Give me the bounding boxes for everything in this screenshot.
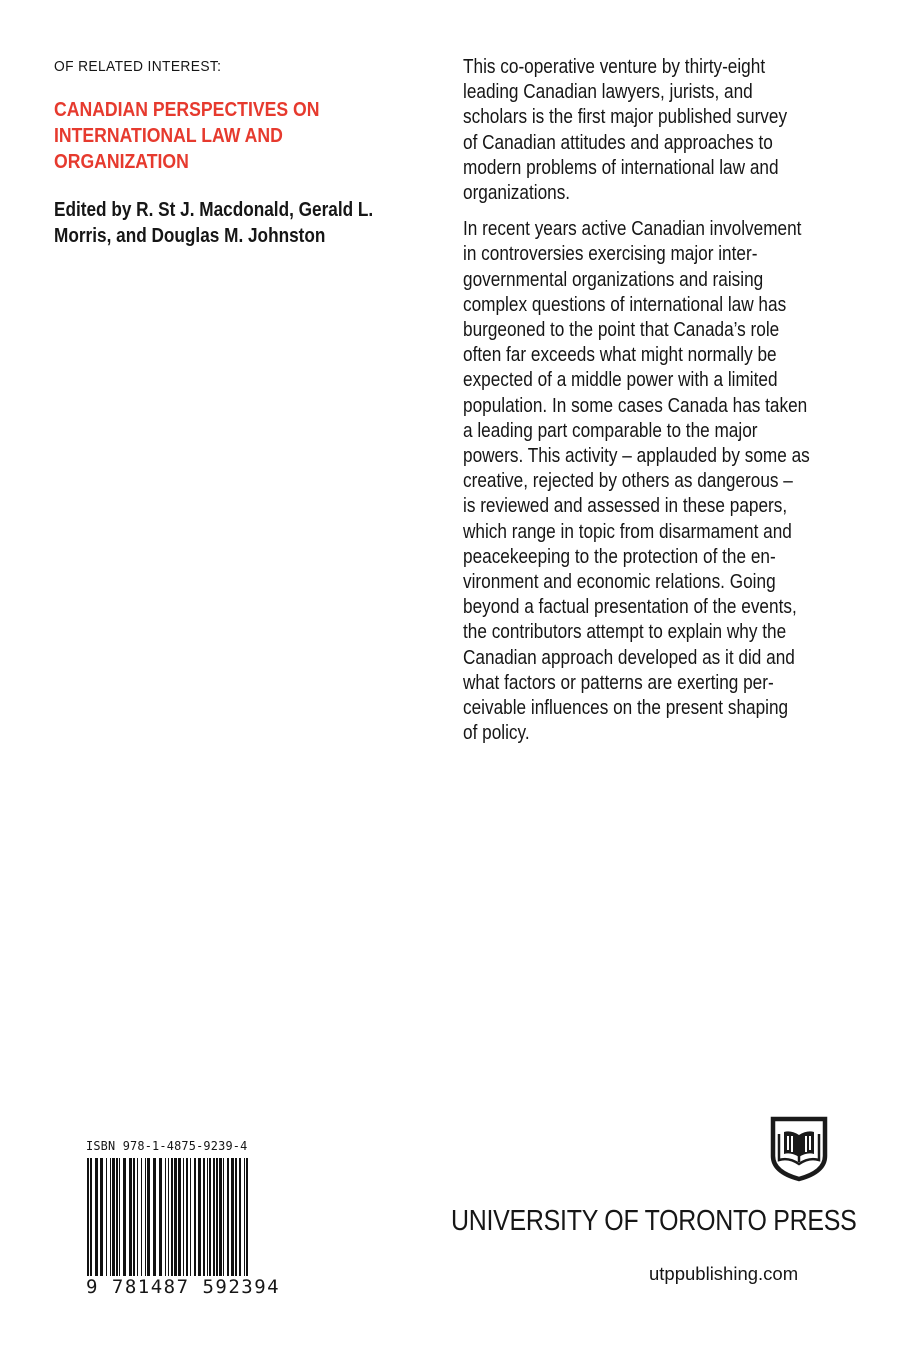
ean-digits: 9 781487 592394 — [86, 1276, 281, 1298]
related-interest-section — [54, 58, 434, 249]
publisher-name: UNIVERSITY OF TORONTO PRESS — [451, 1205, 857, 1237]
description-paragraph-2 — [463, 217, 863, 746]
barcode-bar — [119, 1158, 120, 1276]
paragraph-line: modern problems of international law and — [463, 156, 779, 179]
barcode-bar — [174, 1158, 177, 1276]
barcode-bar — [168, 1158, 169, 1288]
paragraph-line: peacekeeping to the protection of the en- — [463, 545, 776, 568]
barcode-bar — [145, 1158, 146, 1276]
barcode-bar — [87, 1158, 89, 1288]
barcode-bar — [183, 1158, 184, 1276]
paragraph-line: the contributors attempt to explain why the — [463, 621, 787, 644]
editor-line: Edited by R. St J. Macdonald, Gerald L. — [54, 199, 374, 221]
isbn-barcode — [86, 1138, 281, 1298]
barcode-bar — [209, 1158, 211, 1276]
barcode-bar — [165, 1158, 166, 1276]
barcode-bar — [90, 1158, 92, 1276]
paragraph-line: of Canadian attitudes and approaches to — [463, 131, 773, 154]
barcode-bar — [194, 1158, 196, 1276]
barcode-bar — [137, 1158, 138, 1276]
paragraph-line: organizations. — [463, 182, 571, 205]
paragraph-line: in controversies exercising major inter- — [463, 243, 758, 266]
paragraph-line: beyond a factual presentation of the events, — [463, 596, 797, 619]
paragraph-line: This co-operative venture by thirty-eight — [463, 56, 766, 78]
paragraph-line: In recent years active Canadian involvement — [463, 218, 802, 241]
barcode-bar — [219, 1158, 222, 1276]
paragraph-line: what factors or patterns are exerting per- — [463, 671, 774, 694]
barcode-bar — [207, 1158, 208, 1276]
paragraph-line: population. In some cases Canada has taken — [463, 394, 808, 417]
related-book-editors — [54, 197, 432, 249]
barcode-bar — [223, 1158, 224, 1276]
barcode-bar — [244, 1158, 245, 1276]
barcode-bar — [246, 1158, 248, 1288]
book-description — [463, 55, 863, 757]
barcode-bar — [213, 1158, 215, 1276]
paragraph-line: a leading part comparable to the major — [463, 419, 758, 442]
barcode-bar — [133, 1158, 135, 1276]
publisher-website[interactable]: utppublishing.com — [649, 1263, 799, 1284]
paragraph-line: scholars is the first major published survey — [463, 106, 788, 129]
barcode-bar — [123, 1158, 126, 1276]
paragraph-line: powers. This activity – applauded by some as — [463, 445, 810, 468]
open-book-shield-icon — [770, 1116, 828, 1182]
paragraph-line: which range in topic from disarmament and — [463, 520, 792, 543]
barcode-bar — [231, 1158, 234, 1276]
barcode-bar — [239, 1158, 241, 1276]
paragraph-line: vironment and economic relations. Going — [463, 571, 776, 594]
barcode-bar — [216, 1158, 218, 1276]
barcode-bars — [86, 1158, 250, 1288]
barcode-bar — [147, 1158, 150, 1276]
barcode-bar — [178, 1158, 181, 1276]
barcode-bar — [198, 1158, 201, 1276]
related-book-title — [54, 97, 432, 175]
paragraph-line: leading Canadian lawyers, jurists, and — [463, 81, 753, 104]
paragraph-line: governmental organizations and raising — [463, 268, 764, 291]
barcode-bar — [186, 1158, 188, 1276]
paragraph-line: Canadian approach developed as it did and — [463, 646, 795, 669]
title-line: INTERNATIONAL LAW AND — [54, 124, 283, 147]
barcode-bar — [235, 1158, 237, 1276]
paragraph-line: creative, rejected by others as dangerous – — [463, 470, 793, 493]
paragraph-line: often far exceeds what might normally be — [463, 344, 777, 367]
related-interest-label: OF RELATED INTEREST: — [54, 58, 222, 75]
barcode-bar — [110, 1158, 111, 1276]
paragraph-line: burgeoned to the point that Canada’s role — [463, 319, 780, 342]
title-line: CANADIAN PERSPECTIVES ON — [54, 98, 320, 121]
barcode-bar — [159, 1158, 162, 1276]
barcode-bar — [227, 1158, 229, 1276]
barcode-bar — [129, 1158, 132, 1276]
barcode-bar — [190, 1158, 191, 1276]
barcode-bar — [95, 1158, 98, 1276]
paragraph-line: complex questions of international law has — [463, 293, 787, 316]
barcode-bar — [100, 1158, 103, 1276]
paragraph-line: of policy. — [463, 722, 530, 745]
barcode-bar — [203, 1158, 205, 1276]
editor-line: Morris, and Douglas M. Johnston — [54, 225, 326, 247]
paragraph-line: ceivable influences on the present shaping — [463, 697, 789, 720]
barcode-bar — [171, 1158, 173, 1276]
barcode-bar — [153, 1158, 156, 1276]
barcode-bar — [116, 1158, 118, 1276]
title-line: ORGANIZATION — [54, 150, 189, 173]
barcode-bar — [106, 1158, 107, 1276]
barcode-bar — [141, 1158, 142, 1276]
paragraph-line: is reviewed and assessed in these papers, — [463, 495, 788, 518]
isbn-label: ISBN 978-1-4875-9239-4 — [86, 1138, 248, 1153]
barcode-bar — [112, 1158, 115, 1276]
paragraph-line: expected of a middle power with a limited — [463, 369, 778, 392]
description-paragraph-1 — [463, 55, 863, 206]
